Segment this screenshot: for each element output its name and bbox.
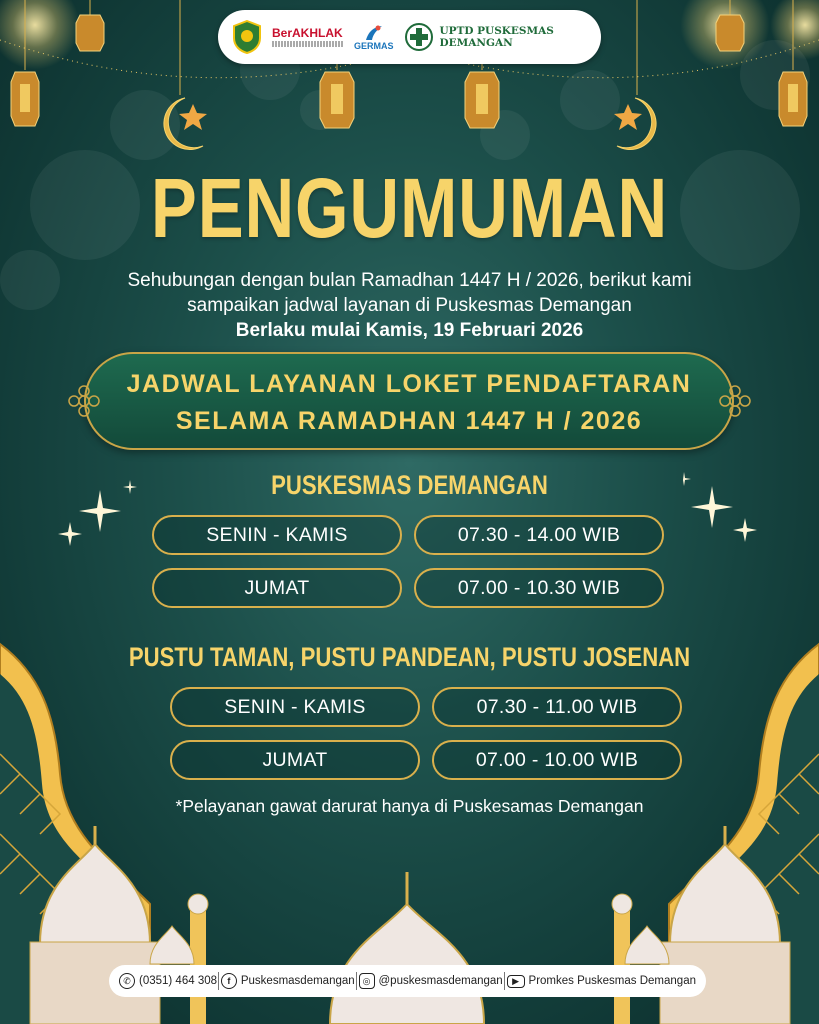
emergency-note: *Pelayanan gawat darurat hanya di Puskesamas Demangan — [175, 796, 644, 816]
schedule-time-pill: 07.30 - 14.00 WIB — [414, 515, 664, 555]
contact-footer — [109, 965, 706, 997]
schedule-time-pill: 07.30 - 11.00 WIB — [432, 687, 682, 727]
germas-logo — [354, 24, 394, 51]
puskesmas-logo-line2: DEMANGAN — [439, 37, 513, 49]
phone-icon: ✆ — [119, 973, 135, 989]
intro-text — [0, 268, 819, 343]
germas-label: GERMAS — [354, 40, 394, 51]
berakhlak-logo — [272, 27, 344, 47]
logo-bar — [218, 10, 601, 64]
kota-madiun-logo-icon — [232, 20, 262, 54]
footer-facebook[interactable] — [221, 973, 355, 989]
footer-youtube[interactable] — [507, 975, 696, 988]
star-icon — [614, 104, 642, 130]
footer-divider — [218, 972, 219, 990]
berakhlak-tagline — [272, 41, 344, 47]
footer-facebook-text: Puskesmasdemangan — [240, 975, 355, 987]
footer-phone-text: (0351) 464 308 — [139, 975, 218, 987]
banner-line-2: SELAMA RAMADHAN 1447 H / 2026 — [175, 407, 643, 435]
germas-icon — [363, 24, 385, 42]
schedule-day-pill: JUMAT — [170, 740, 420, 780]
banner-line-1: JADWAL LAYANAN LOKET PENDAFTARAN — [126, 370, 692, 398]
section-title-pustu: PUSTU TAMAN, PUSTU PANDEAN, PUSTU JOSENAN — [128, 642, 691, 672]
footer-phone[interactable] — [119, 973, 217, 989]
schedule-day-pill: SENIN - KAMIS — [152, 515, 402, 555]
instagram-icon: ◎ — [359, 973, 375, 989]
schedule-day-pill: JUMAT — [152, 568, 402, 608]
facebook-icon: f — [221, 973, 237, 989]
mosque-decor-svg — [0, 604, 819, 1024]
schedule-day-pill: SENIN - KAMIS — [170, 687, 420, 727]
section-title-puskesmas: PUSKESMAS DEMANGAN — [271, 470, 548, 500]
footer-divider — [356, 972, 357, 990]
intro-line-2: sampaikan jadwal layanan di Puskesmas Demangan — [187, 295, 632, 316]
sparkle-icon — [733, 518, 757, 542]
star-icon — [179, 104, 207, 130]
berakhlak-label: BerAKHLAK — [272, 26, 343, 40]
footer-instagram-text: @puskesmasdemangan — [378, 975, 503, 987]
puskesmas-logo — [404, 22, 554, 52]
footer-divider — [504, 972, 505, 990]
footer-youtube-text: Promkes Puskesmas Demangan — [528, 975, 696, 987]
footer-instagram[interactable] — [359, 973, 503, 989]
banner-text — [84, 366, 734, 440]
schedule-time-pill: 07.00 - 10.30 WIB — [414, 568, 664, 608]
intro-line-1: Sehubungan dengan bulan Ramadhan 1447 H / 2026, berikut kami — [127, 270, 692, 291]
schedule-time-pill: 07.00 - 10.00 WIB — [432, 740, 682, 780]
youtube-icon: ▶ — [507, 975, 525, 988]
health-cross-icon — [404, 22, 434, 52]
page-title: PENGUMUMAN — [150, 161, 669, 255]
intro-effective-date: Berlaku mulai Kamis, 19 Februari 2026 — [235, 320, 584, 341]
sparkle-icon — [58, 522, 82, 546]
puskesmas-logo-line1: UPTD PUSKESMAS — [439, 24, 554, 37]
